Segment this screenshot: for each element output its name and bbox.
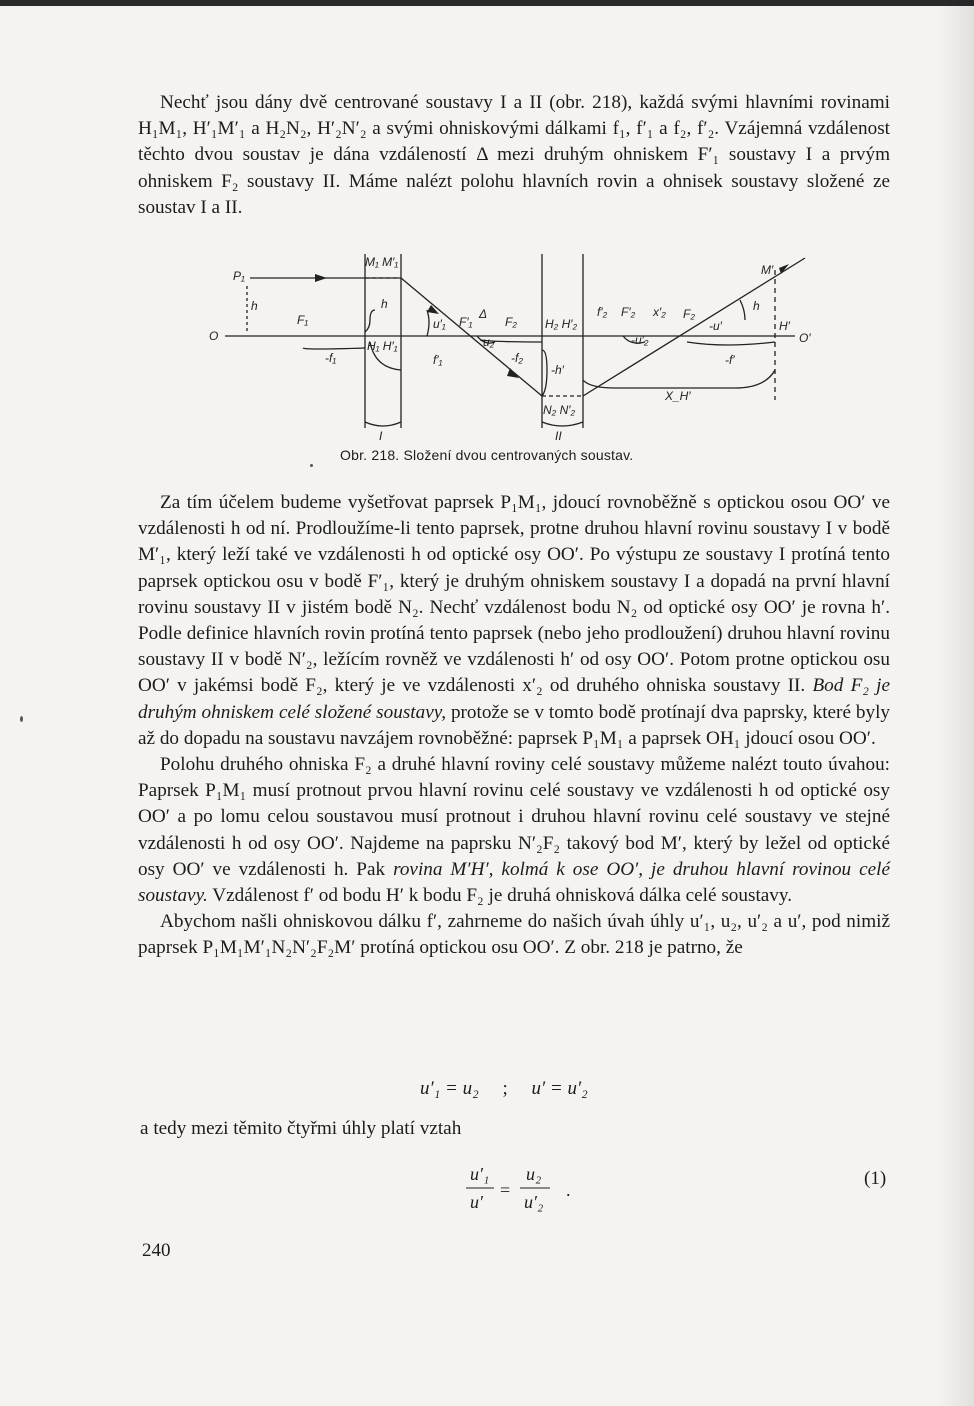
label-XHp: X_H′ — [665, 389, 691, 403]
label-H1H1p: H₁ H′₁ — [367, 339, 398, 353]
label-F2p: F′₂ — [621, 305, 636, 319]
label-f2p: f′₂ — [597, 305, 608, 319]
label-minus-up: -u′ — [709, 319, 722, 333]
eq2-num-left: u′₁ — [470, 1164, 490, 1184]
optical-system-diagram — [205, 250, 825, 440]
figure-caption: Obr. 218. Složení dvou centrovaných soustav. — [340, 447, 634, 463]
page-shadow — [938, 0, 974, 1406]
eq2-num-right: u₂ — [526, 1164, 542, 1184]
paragraph-1: Nechť jsou dány dvě centrované soustavy I a II (obr. 218), každá svými hlavními rovinami H₁M₁, H′₁M′₁ a H₂N₂, H′₂N′₂ a svými ohniskovými dálkami f₁, f′₁ a f₂, f′₂. Vzájemná vzdálenost těchto dvou soustav je dána vzdáleností Δ mezi druhým ohniskem F′₁ soustavy I a prvým ohniskem F₂ soustavy II. Máme nalézt polohu hlavních rovin a ohnisek soustavy složené ze soustav I a II. — [138, 92, 890, 218]
label-F2-first: F₂ — [505, 315, 517, 329]
label-minus-fp: -f′ — [725, 353, 735, 367]
label-minus-hp: -h′ — [551, 363, 564, 377]
scan-speck — [20, 716, 23, 722]
svg-text:.: . — [566, 1180, 571, 1200]
svg-text:=: = — [500, 1180, 511, 1200]
label-Op: O′ — [799, 331, 811, 345]
equation-number: (1) — [864, 1168, 887, 1189]
label-minus-f2: -f₂ — [511, 351, 523, 365]
label-u2: u₂ — [483, 335, 495, 349]
eq2-den-right: u′₂ — [524, 1192, 544, 1212]
label-N2N2p: N₂ N′₂ — [543, 403, 576, 417]
paragraph-3: Polohu druhého ohniska F₂ a druhé hlavní roviny celé soustavy můžeme nalézt touto úvahou: Paprsek P₁M₁ musí protnout prvou hlavní rovinu celé soustavy ve vzdálenosti h od optické osy OO′ a po lomu celou soustavou musí protnout i druhou hlavní rovinu celé soustavy ve stejné vzdálenosti h od osy OO′. Najdeme na paprsku N′₂F₂ takový bod M′, který by ležel od optické osy OO′ ve vzdálenosti h. Pak rovina M′H′, kolmá k ose OO′, je druhou hlavní rovinou celé soustavy. Vzdálenost f′ od bodu H′ k bodu F₂ je druhá ohnisková dálka celé soustavy. — [138, 754, 891, 907]
label-F1: F₁ — [297, 313, 309, 327]
label-M1M1p: M₁ M′₁ — [365, 255, 399, 269]
label-h-left: h — [251, 299, 258, 313]
page-number: 240 — [142, 1240, 171, 1261]
label-Delta: Δ — [479, 307, 488, 321]
label-F1p: F′₁ — [459, 315, 473, 329]
paragraph-intro — [138, 90, 890, 221]
label-u1p: u′₁ — [433, 317, 446, 331]
equation-ratio — [460, 1158, 600, 1218]
page-top-edge — [0, 0, 974, 6]
label-O: O — [209, 329, 219, 343]
label-Mp: M′ — [761, 263, 774, 277]
label-roman-I: I — [379, 429, 383, 440]
label-h-mid: h — [381, 297, 388, 311]
label-x2p: x′₂ — [653, 305, 666, 319]
label-H2H2p: H₂ H′₂ — [545, 317, 578, 331]
equation-lead-text: a tedy mezi těmito čtyřmi úhly platí vztah — [140, 1118, 462, 1139]
equation-angles: u′₁ = u₂ ; u′ = u′₂ — [420, 1078, 588, 1099]
eq2-den-left: u′ — [470, 1192, 483, 1212]
paragraph-2: Za tím účelem budeme vyšetřovat paprsek P₁M₁, jdoucí rovnoběžně s optickou osou OO′ ve vzdálenosti h od ní. Prodloužíme-li tento paprsek, protne druhou hlavní rovinu soustavy I v bodě M′₁, který leží také ve vzdálenosti h od optické osy OO′. Po výstupu ze soustavy I protíná tento paprsek optickou osu v bodě F′₁, který je druhým ohniskem soustavy I a dopadá na první hlavní rovinu soustavy II v jistém bodě N₂. Nechť vzdálenost bodu N₂ od optické osy OO′ je rovna h′. Podle definice hlavních rovin protíná tento paprsek (nebo jeho prodloužení) druhou hlavní rovinu soustavy II v bodě N′₂, ležícím rovněž ve vzdálenosti h′ od osy OO′. Potom protne optickou osu OO′ v jakémsi bodě F₂, který je ve vzdálenosti x′₂ od druhého ohniska soustavy II. Bod F₂ je druhým ohniskem celé složené soustavy, protože se v tomto bodě protínají dva paprsky, které byly až do dopadu na soustavu navzájem rovnoběžné: paprsek P₁M₁ a paprsek OH₁ jdoucí osou OO′. — [138, 492, 891, 749]
label-minus-f1: -f₁ — [325, 351, 337, 365]
paragraph-2-emphasis: Bod F₂ je druhým ohniskem celé složené soustavy, — [138, 675, 891, 723]
label-f1p: f′₁ — [433, 353, 443, 367]
label-Hp: H′ — [779, 319, 790, 333]
paragraph-3-emphasis: rovina M′H′, kolmá k ose OO′, je druhou hlavní rovinou celé soustavy. — [138, 858, 891, 907]
label-roman-II: II — [555, 429, 562, 440]
label-F2-second: F₂ — [683, 307, 695, 321]
main-body — [138, 490, 890, 962]
label-h-right: h — [753, 299, 760, 313]
scan-speck — [310, 464, 313, 467]
ray-M1N2 — [401, 278, 542, 396]
paragraph-4: Abychom našli ohniskovou dálku f′, zahrneme do našich úvah úhly u′₁, u₂, u′₂ a u′, pod nimiž paprsek P₁M₁M′₁N₂N′₂F₂M′ protíná optickou osu OO′. Z obr. 218 je patrno, že — [138, 911, 890, 959]
label-P1: P₁ — [233, 269, 245, 283]
label-minus-u2p: -u′₂ — [631, 333, 649, 347]
